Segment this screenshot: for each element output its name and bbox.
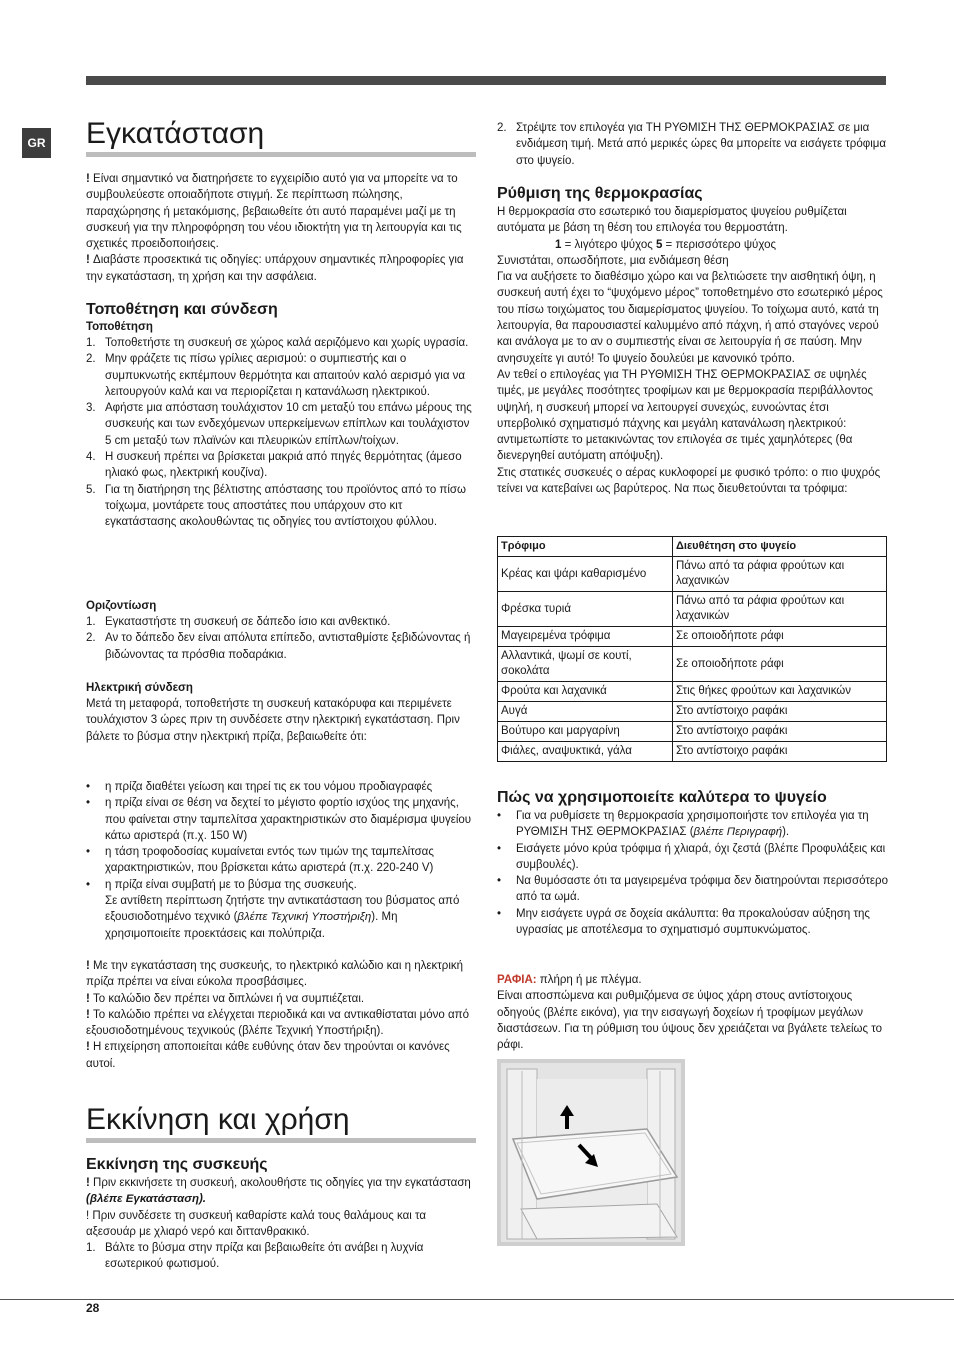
table-cell: Φρούτα και λαχανικά <box>498 682 673 702</box>
start-paragraph-1: ! Πριν εκκινήσετε τη συσκευή, ακολουθήστε τις οδηγίες για την εγκατάσταση (βλέπε Εγκατάσταση). <box>86 1177 471 1206</box>
electrical-section <box>86 681 476 745</box>
temperature-paragraph-3: Για να αυξήσετε το διαθέσιμο χώρο και να βελτιώσετε την αισθητική όψη, η συσκευή αυτή έχει το “ψυχόμενο μέρος” τοποθετημένο στο εσωτερικό μέρος του πίσω τοιχώματος του διαμερίσματος ψυγείου. Το τοίχωμα αυτό, κατά τη λειτουργία, θα παρουσιαστεί καλυμμένο από πάχνη, ή από σταγόνες νερού και ανάλογα με το αν ο συμπιεστής είναι σε λειτουργία ή σε παύση. Μην ανησυχείτε γι αυτό! Το ψυγείο δουλεύει με κανονικό τρόπο. <box>497 271 883 365</box>
table-cell: Σε οποιοδήποτε ράφι <box>673 627 887 647</box>
placement-section <box>86 300 476 531</box>
usage-title: Πώς να χρησιμοποιείτε καλύτερα το ψυγείο <box>497 789 827 806</box>
placement-title: Τοποθέτηση και σύνδεση <box>86 301 278 318</box>
table-cell: Φρέσκα τυριά <box>498 592 673 627</box>
table-cell: Αλλαντικά, ψωμί σε κουτί, σοκολάτα <box>498 647 673 682</box>
start-title-rule <box>86 1138 476 1143</box>
table-row <box>498 742 887 762</box>
shelves-paragraph: Είναι αποσπώμενα και ρυθμιζόμενα σε ύψος χάρη στους αντίστοιχους οδηγούς (βλέπε εικόνα), για την εισαγωγή δοχείων ή τροφίμων μεγάλων διαστάσεων. Για τη ρύθμιση του ύψους δεν χρειάζεται να βγάλετε τελείως το ράφι. <box>497 990 883 1052</box>
table-cell: Πάνω από τα ράφια φρούτων και λαχανικών <box>673 557 887 592</box>
list-item: 4. Η συσκευή πρέπει να βρίσκεται μακριά από πηγές θερμότητας (άμεσο ηλιακό φως, ηλεκτρική κουζίνα). <box>86 451 462 480</box>
page-number: 28 <box>86 1301 100 1315</box>
temperature-section <box>497 184 889 497</box>
list-item: 5. Για τη διατήρηση της βέλτιστης απόστασης του προϊόντος από το πίσω τοίχωμα, μοντάρετε τους αποστάτες που υπάρχουν στο κιτ εγκατάστασης ακολουθώντας τις οδηγίες του αντίστοιχου φύλλου. <box>86 483 466 529</box>
table-cell: Αυγά <box>498 702 673 722</box>
warning-2: ! Το καλώδιο δεν πρέπει να διπλώνει ή να συμπιέζεται. <box>86 992 365 1005</box>
warning-4: ! Η επιχείρηση αποποιείται κάθε ευθύνης όταν δεν τηρούνται οι κανόνες αυτοί. <box>86 1041 450 1070</box>
list-item: • Μην εισάγετε υγρά σε δοχεία ακάλυπτα: θα προκαλούσαν αύξηση της υγρασίας με αποτέλεσμα το σχηματισμό συμπυκνώματος. <box>497 907 870 937</box>
start-paragraph-2: ! Πριν συνδέσετε τη συσκευή καθαρίστε καλά τους θαλάμους και τα αξεσουάρ με χλιαρό νερό και διττανθρακικό. <box>86 1209 427 1238</box>
temperature-title: Ρύθμιση της θερμοκρασίας <box>497 185 703 202</box>
electrical-bullets <box>86 779 476 942</box>
shelves-section <box>497 972 889 1053</box>
list-item: • Εισάγετε μόνο κρύα τρόφιμα ή χλιαρά, όχι ζεστά (βλέπε Προφυλάξεις και συμβουλές). <box>497 842 886 871</box>
start-heading <box>86 1103 476 1143</box>
bottom-rule <box>0 1299 954 1300</box>
list-item: 1. Βάλτε το βύσμα στην πρίζα και βεβαιωθείτε ότι ανάβει η λυχνία εσωτερικού φωτισμού. <box>86 1242 424 1271</box>
temperature-paragraph-5: Στις στατικές συσκευές ο αέρας κυκλοφορεί με φυσικό τρόπο: ο πιο ψυχρός τείνει να κατεβαίνει ως βαρύτερος. Να πως διευθετούνται τα τρόφιμα: <box>497 466 881 496</box>
top-rule <box>86 76 886 85</box>
table-row <box>498 647 887 682</box>
language-tab: GR <box>22 128 51 158</box>
install-title: Εγκατάσταση <box>86 117 265 150</box>
list-item: • η πρίζα διαθέτει γείωση και τηρεί τις εκ του νόμου προδιαγραφές <box>86 781 433 793</box>
list-item: • Για να ρυθμίσετε τη θερμοκρασία χρησιμοποιήστε τον επιλογέα για τη ΡΥΘΜΙΣΗ ΤΗΣ ΘΕΡΜΟΚΡΑΣΙΑΣ (βλέπε Περιγραφή). <box>497 810 869 839</box>
intro-paragraph-2: ! Διαβάστε προσεκτικά τις οδηγίες: υπάρχουν σημαντικές πληροφορίες για την εγκατάσταση, τη χρήση και την ασφάλεια. <box>86 254 464 283</box>
list-item: 2. Αν το δάπεδο δεν είναι απόλυτα επίπεδο, αντισταθμίστε ξεβιδώνοντας ή βιδώνοντας τα πρόσθια ποδαράκια. <box>86 632 471 661</box>
table-row <box>498 702 887 722</box>
start-list-continued <box>497 120 889 169</box>
temperature-paragraph-4: Αν τεθεί ο επιλογέας για ΤΗ ΡΥΘΜΙΣΗ ΤΗΣ ΘΕΡΜΟΚΡΑΣΙΑΣ σε υψηλές τιμές, με μεγάλες ποσότητες τροφίμων και με θερμοκρασία περιβάλλοντος υψηλή, η συσκευή μπορεί να λειτουργεί συνεχώς, ευνοώντας έτσι υπερβολικό σχηματισμό πάχνης και μεγάλη κατανάλωση ηλεκτρικού: αντιμετωπίστε το μετακινώντας τον επιλογέα σε τιμές χαμηλότερες (θα διενεργηθεί αυτόματη απόψυξη). <box>497 368 874 463</box>
table-row <box>498 557 887 592</box>
start-subtitle: Εκκίνηση της συσκευής <box>86 1156 268 1173</box>
list-item: • η τάση τροφοδοσίας κυμαίνεται εντός των τιμών της ταμπελίτσας χαρακτηριστικών, που βρίσκεται κάτω αριστερά (π.χ. 220-240 V) <box>86 846 434 875</box>
table-header: Τρόφιμο <box>498 537 673 557</box>
table-header: Διευθέτηση στο ψυγείο <box>673 537 887 557</box>
list-item: • η πρίζα είναι σε θέση να δεχτεί το μέγιστο φορτίο ισχύος της μηχανής, που φαίνεται στην ταμπελίτσα χαρακτηριστικών στο διαμέρισμα ψυγείου κάτω αριστερά (π.χ. 150 W) <box>86 797 472 842</box>
intro-paragraph-1: ! Είναι σημαντικό να διατηρήσετε το εγχειρίδιο αυτό για να μπορείτε να το συμβουλεύεστε οποιαδήποτε στιγμή. Σε περίπτωση πώλησης, παραχώρησης ή μετακόμισης, βεβαιωθείτε ότι αυτό παραμένει μαζί με τη συσκευή για την πληροφόρηση του νέου ιδιοκτήτη για τη λειτουργία και τις σχετικές προειδοποιήσεις. <box>86 173 462 251</box>
table-cell: Στο αντίστοιχο ραφάκι <box>673 742 887 762</box>
list-item: 2. Στρέψτε τον επιλογέα για ΤΗ ΡΥΘΜΙΣΗ ΤΗΣ ΘΕΡΜΟΚΡΑΣΙΑΣ σε μια ενδιάμεση τιμή. Μετά από μερικές ώρες θα μπορείτε να εισάγετε τρόφιμα στο ψυγείο. <box>497 122 887 167</box>
leveling-list <box>86 614 476 663</box>
shelf-drawing <box>497 1059 685 1246</box>
list-item: 1. Τοποθετήστε τη συσκευή σε χώρος καλά αεριζόμενο και χωρίς υγρασία. <box>86 337 469 349</box>
table-cell: Στις θήκες φρούτων και λαχανικών <box>673 682 887 702</box>
usage-section <box>497 788 889 938</box>
warning-3: ! Το καλώδιο πρέπει να ελέγχεται περιοδικά και να αντικαθίσταται μόνο από εξουσιοδοτημένους τεχνικούς (βλέπε Τεχνική Υποστήριξη). <box>86 1008 469 1038</box>
electrical-warnings <box>86 958 476 1072</box>
start-section <box>86 1155 476 1273</box>
leveling-subtitle: Οριζοντίωση <box>86 600 157 612</box>
list-item: 3. Αφήστε μια απόσταση τουλάχιστον 10 cm μεταξύ του επάνω μέρους της συσκευής και των ενδεχόμενων υπερκείμενων επίπλων και τουλάχιστον 5 cm μεταξύ των πλαϊνών και πλευρικών επίπλων/τοίχων. <box>86 402 472 447</box>
electrical-subtitle: Ηλεκτρική σύνδεση <box>86 682 193 694</box>
table-row <box>498 627 887 647</box>
start-title: Εκκίνηση και χρήση <box>86 1103 350 1136</box>
list-item: • η πρίζα είναι συμβατή με το βύσμα της συσκευής. Σε αντίθετη περίπτωση ζητήστε την αντικατάσταση του βύσματος από εξουσιοδοτημένο τεχνικό (βλέπε Τεχνική Υποστήριξη). Μη χρησιμοποιείτε προεκτάσεις και πολύπριζα. <box>86 878 460 940</box>
temperature-paragraph-1: Η θερμοκρασία στο εσωτερικό του διαμερίσματος ψυγείου ρυθμίζεται αυτόματα με βάση τη θέση του επιλογέα του θερμοστάτη. <box>497 206 847 235</box>
table-cell: Πάνω από τα ράφια φρούτων και λαχανικών <box>673 592 887 627</box>
placement-subtitle: Τοποθέτηση <box>86 321 153 333</box>
table-cell: Μαγειρεμένα τρόφιμα <box>498 627 673 647</box>
placement-list <box>86 335 476 531</box>
table-header-row <box>498 537 887 557</box>
temperature-paragraph-2: Συνιστάται, οπωσδήποτε, μια ενδιάμεση θέση <box>497 254 729 267</box>
table-cell: Στο αντίστοιχο ραφάκι <box>673 722 887 742</box>
warning-1: ! Με την εγκατάσταση της συσκευής, το ηλεκτρικό καλώδιο και η ηλεκτρική πρίζα πρέπει να είναι εύκολα προσβάσιμες. <box>86 960 464 989</box>
table-cell: Σε οποιοδήποτε ράφι <box>673 647 887 682</box>
table-cell: Φιάλες, αναψυκτικά, γάλα <box>498 742 673 762</box>
temperature-scale: 1 = λιγότερο ψύχος 5 = περισσότερο ψύχος <box>555 238 777 251</box>
install-intro <box>86 171 476 285</box>
table-row <box>498 592 887 627</box>
table-cell: Βούτυρο και μαργαρίνη <box>498 722 673 742</box>
install-title-rule <box>86 152 476 157</box>
leveling-section <box>86 599 476 663</box>
list-item: 2. Μην φράζετε τις πίσω γρίλιες αερισμού: ο συμπιεστής και ο συμπυκνωτής εκπέμπουν θερμότητα και απαιτούν καλό αερισμό για να λειτουργούν καλά και να περιορίζεται η κατανάλωση ηλεκτρικού. <box>86 353 466 398</box>
install-heading <box>86 117 476 157</box>
table-cell: Στο αντίστοιχο ραφάκι <box>673 702 887 722</box>
electrical-intro: Μετά τη μεταφορά, τοποθετήστε τη συσκευή κατακόρυφα και περιμένετε τουλάχιστον 3 ώρες πριν τη συνδέσετε στην ηλεκτρική εγκατάσταση. Πριν βάλετε το βύσμα στην ηλεκτρική πρίζα, βεβαιωθείτε ότι: <box>86 698 460 743</box>
food-storage-table <box>497 536 887 762</box>
table-row <box>498 722 887 742</box>
list-item: 1. Εγκαταστήστε τη συσκευή σε δάπεδο ίσιο και ανθεκτικό. <box>86 616 391 628</box>
shelves-label-line: ΡΑΦΙΑ: πλήρη ή με πλέγμα. <box>497 974 642 986</box>
table-row <box>498 682 887 702</box>
table-cell: Κρέας και ψάρι καθαρισμένο <box>498 557 673 592</box>
list-item: • Να θυμόσαστε ότι τα μαγειρεμένα τρόφιμα δεν διατηρούνται περισσότερο από τα ωμά. <box>497 875 888 904</box>
shelf-illustration <box>497 1059 685 1246</box>
